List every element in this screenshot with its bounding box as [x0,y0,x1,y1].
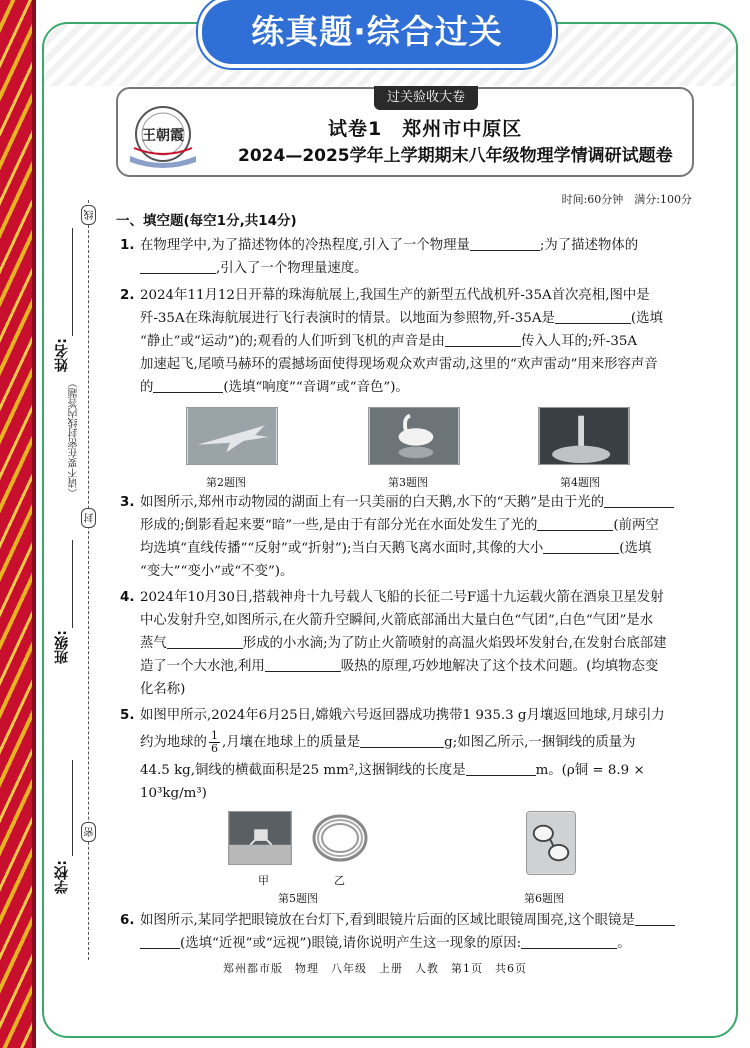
class-label: 班级: [54,630,70,664]
name-field-line [72,228,73,336]
seal-note: （请不要在密封线内答题） [69,378,80,498]
figure-caption: 第6题图 [524,892,564,905]
question-1: 1. 在物理学中,为了描述物体的冷热程度,引入了一个物理量 ;为了描述物体的 ,引入了一个物理量速度。 [120,238,639,276]
answer-blank[interactable] [265,658,341,672]
school-label: 学校: [54,860,70,894]
answer-blank[interactable] [521,935,617,949]
answer-blank[interactable] [445,333,521,347]
answer-blank[interactable] [470,237,540,251]
rocket-launch-photo [538,407,630,465]
decorative-left-band [0,0,36,1048]
figure-caption: 乙 [334,874,345,887]
exam-meta: 时间:60分钟 满分:100分 [561,193,692,206]
answer-blank[interactable] [140,935,180,949]
seal-tag-line: 线 [81,205,96,225]
answer-blank[interactable] [604,494,674,508]
seal-tag-seal: 封 [81,508,96,528]
figure-caption: 甲 [258,874,269,887]
answer-blank[interactable] [543,540,619,554]
question-2: 2. 2024年11月12日开幕的珠海航展上,我国生产的新型五代战机歼-35A首次亮相,图中是 歼-35A在珠海航展进行飞行表演时的情景。以地面为参照物,歼-35A是 (选填 “静止”或“运动”)的;观看的人们听到飞机的声音是由 传入人耳的;歼-35A 加速起飞,尾喷马赫环的震撼场面使得现场观众欢声雷动,这里的“欢声雷动”用来形容声音 的 (选填“响度”“音调”或“音色”)。 [120,288,663,395]
page-footer: 郑州都市版 物理 八年级 上册 人教 第1页 共6页 [223,962,527,975]
school-field-line [72,760,73,856]
eyeglasses-photo [526,811,576,875]
section-title: 一、填空题(每空1分,共14分) [116,213,297,229]
paper-title: 试卷1 郑州市中原区 [328,118,523,140]
answer-blank[interactable] [635,912,675,926]
name-label: 姓名: [54,338,70,372]
question-3: 3. 如图所示,郑州市动物园的湖面上有一只美丽的白天鹅,水下的“天鹅”是由于光的 形成的;倒影看起来要“暗”一些,是由于有部分光在水面处发生了光的 (前两空 均选填“直线传播”“反射”或“折射”);当白天鹅飞离水面时,其像的大小 (选填 “变大”“变小”或“不变”)。 [120,491,696,583]
answer-blank[interactable] [466,762,536,776]
seal-tag-secret: 密 [81,822,96,842]
paper-subtitle: 2024—2025学年上学期期末八年级物理学情调研试题卷 [238,146,673,166]
swan-photo [368,407,460,465]
figure-caption: 第4题图 [560,476,600,489]
answer-blank[interactable] [537,517,613,531]
exam-content [116,210,696,955]
answer-blank[interactable] [140,260,216,274]
top-banner: 练真题·综合过关 [202,0,552,64]
answer-blank[interactable] [360,734,444,748]
fighter-jet-photo [186,407,278,465]
figures-row-1 [120,407,696,491]
question-4: 4. 2024年10月30日,搭载神舟十九号载人飞船的长征二号F遥十九运载火箭在酒泉卫星发射 中心发射升空,如图所示,在火箭升空瞬间,火箭底部涌出大量白色“气团”,白色“气团”是水 蒸气 形成的小水滴;为了防止火箭喷射的高温火焰毁坏发射台,在发射台底部建 造了一个大水池,利用 吸热的原理,巧妙地解决了这个技术问题。(均填物态变 化名称) [120,590,667,697]
figures-row-2 [120,811,696,907]
seal-line [88,200,89,960]
answer-blank[interactable] [153,379,223,393]
figure-caption: 第3题图 [388,476,428,489]
answer-blank[interactable] [167,635,243,649]
figure-caption: 第2题图 [206,476,246,489]
class-field-line [72,540,73,628]
answer-blank[interactable] [555,310,631,324]
publisher-seal-logo [124,104,202,168]
copper-wire-coil [308,811,372,865]
figure-caption: 第5题图 [278,892,318,905]
svg-text:王朝霞: 王朝霞 [142,128,184,144]
lunar-lander-photo [228,811,292,865]
question-5: 5. 如图甲所示,2024年6月25日,嫦娥六号返回器成功携带1 935.3 g月壤返回地球,月球引力 约为地球的 $\frac{1}{6}$ ,月壤在地球上的质量是 g;如图乙所示,一捆铜线的质量为 44.5 kg,铜线的横截面积是25 mm²,这捆铜线的长度是 m。(ρ铜 = 8.9 × 10³kg/m³) [120,708,665,801]
fraction-one-sixth: $\frac{1}{6}$ [210,729,218,755]
question-6: 6. 如图所示,某同学把眼镜放在台灯下,看到眼镜片后面的区域比眼镜周围亮,这个眼镜是 (选填“近视”或“远视”)眼镜,请你说明产生这一现象的原因: 。 [120,909,696,955]
header-badge: 过关验收大卷 [374,86,478,110]
